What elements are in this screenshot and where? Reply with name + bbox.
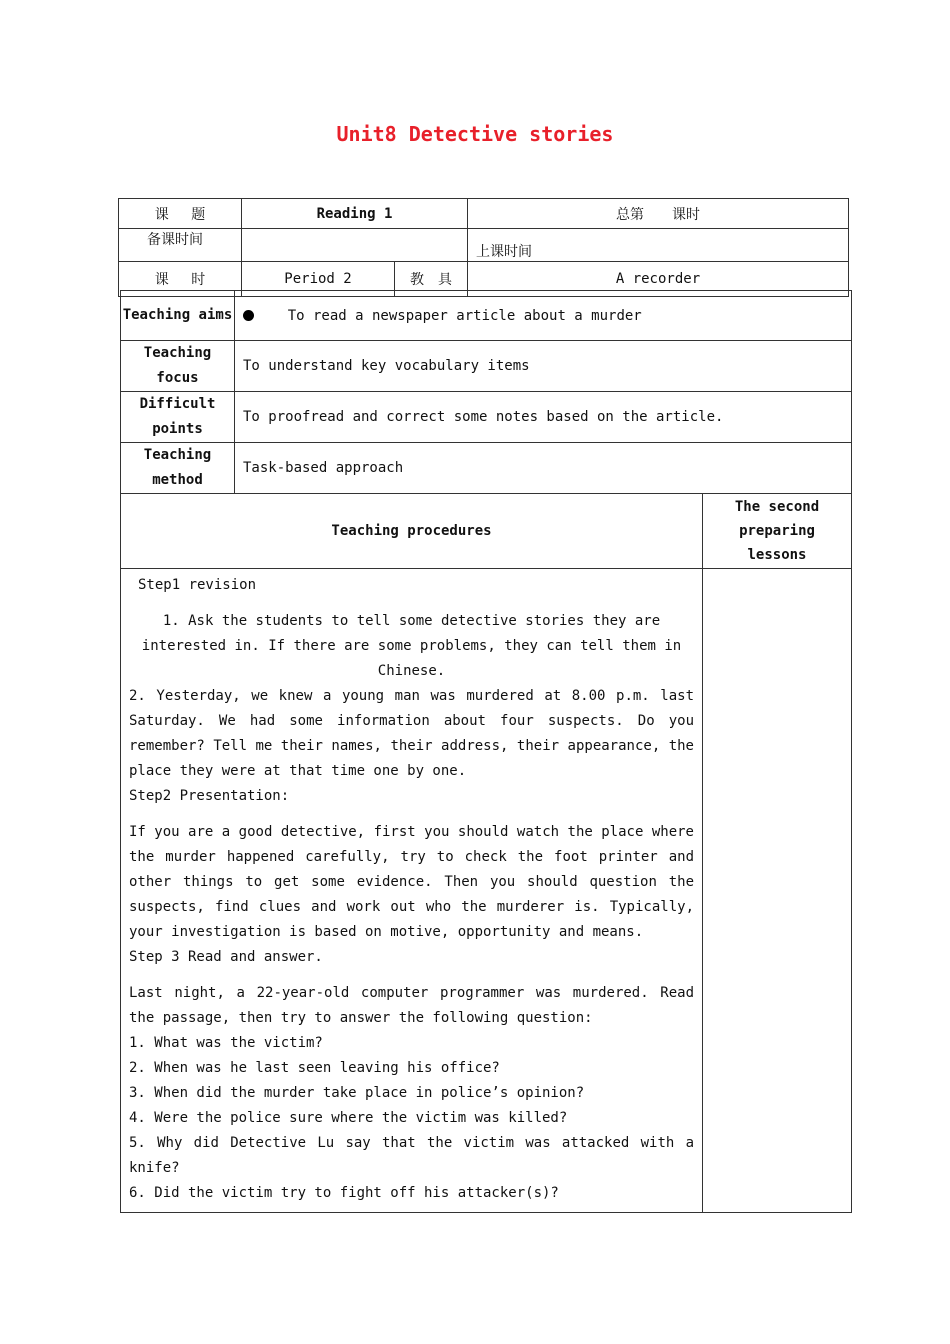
period-value: Period 2 bbox=[242, 262, 395, 297]
lesson-plan-table bbox=[120, 290, 852, 1213]
question-item: 5. Why did Detective Lu say that the victim was attacked with a knife? bbox=[129, 1135, 694, 1176]
teaching-focus-value: To understand key vocabulary items bbox=[235, 341, 852, 392]
difficult-points-value: To proofread and correct some notes based on the article. bbox=[235, 392, 852, 443]
teaching-aims-label: Teaching aims bbox=[121, 291, 235, 341]
period-label: 课 时 bbox=[119, 262, 242, 297]
step3-heading: Step 3 Read and answer. bbox=[129, 949, 323, 965]
question-item: 6. Did the victim try to fight off his attacker(s)? bbox=[129, 1185, 559, 1201]
teaching-method-value: Task-based approach bbox=[235, 443, 852, 494]
topic-value: Reading 1 bbox=[242, 199, 468, 229]
page-title: Unit8 Detective stories bbox=[336, 122, 614, 146]
procedures-content bbox=[121, 569, 703, 1213]
tools-value: A recorder bbox=[468, 262, 849, 297]
step1-item-2: 2. Yesterday, we knew a young man was murdered at 8.00 p.m. last Saturday. We had some information about four suspects. Do you remember? Tell me their names, their address, their appearance, the place they were at that time one by one. bbox=[129, 688, 694, 779]
question-item: 2. When was he last seen leaving his office? bbox=[129, 1060, 500, 1076]
step1-heading: Step1 revision bbox=[138, 577, 257, 593]
prep-time-label: 备课时间 bbox=[119, 229, 242, 262]
step1-item-1: 1. Ask the students to tell some detective stories they are interested in. If there are some problems, they can tell them in Chinese. bbox=[141, 613, 682, 679]
difficult-points-label: Difficult points bbox=[121, 392, 235, 443]
question-item: 1. What was the victim? bbox=[129, 1035, 323, 1051]
step3-paragraph: Last night, a 22-year-old computer programmer was murdered. Read the passage, then try to answer the following question: bbox=[129, 985, 694, 1026]
prep-time-value bbox=[242, 229, 468, 262]
teaching-method-label: Teaching method bbox=[121, 443, 235, 494]
second-prep-header: The second preparing lessons bbox=[703, 494, 852, 569]
step2-paragraph: If you are a good detective, first you should watch the place where the murder happened carefully, try to check the foot printer and other things to get some evidence. Then you should question the suspects, find clues and work out who the murderer is. Typically, your investigation is based on motive, opportunity and means. bbox=[129, 824, 694, 940]
procedures-header: Teaching procedures bbox=[121, 494, 703, 569]
second-prep-notes bbox=[703, 569, 852, 1213]
question-item: 3. When did the murder take place in police’s opinion? bbox=[129, 1085, 585, 1101]
teaching-focus-label: Teaching focus bbox=[121, 341, 235, 392]
step2-heading: Step2 Presentation: bbox=[129, 788, 290, 804]
bullet-icon bbox=[243, 310, 254, 321]
question-item: 4. Were the police sure where the victim was killed? bbox=[129, 1110, 568, 1126]
tools-label: 教 具 bbox=[395, 262, 468, 297]
lesson-header-table bbox=[118, 198, 849, 297]
class-time-label: 上课时间 bbox=[468, 229, 849, 262]
total-lessons-label: 总第 课时 bbox=[468, 199, 849, 229]
teaching-aims-text: To read a newspaper article about a murder bbox=[287, 307, 642, 324]
teaching-aims-value bbox=[235, 291, 852, 341]
topic-label: 课 题 bbox=[119, 199, 242, 229]
